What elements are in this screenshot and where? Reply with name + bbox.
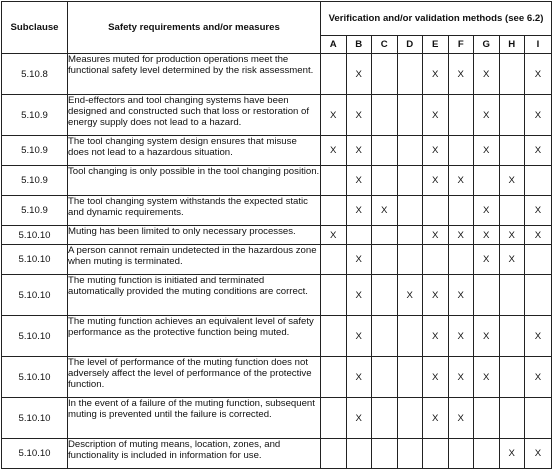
check-mark: X: [355, 68, 362, 80]
check-mark: X: [457, 229, 464, 241]
check-mark: X: [432, 175, 439, 186]
method-d-cell: [397, 226, 423, 245]
method-b-cell: [346, 226, 372, 245]
method-b-cell: [346, 166, 372, 196]
method-f-cell: [448, 226, 474, 245]
method-letter-b: B: [346, 36, 372, 54]
method-b-cell: [346, 398, 372, 439]
method-i-cell: [525, 316, 552, 357]
method-e-cell: [423, 245, 449, 275]
method-c-cell: [372, 95, 398, 136]
subclause-cell: 5.10.9: [2, 166, 68, 196]
method-b-cell: [346, 439, 372, 469]
requirement-text-cell: End-effectors and tool changing systems have been designed and constructed such that loss or restoration of energy supply does not lead to a hazard.: [68, 95, 321, 136]
method-b-cell: [346, 136, 372, 166]
method-g-cell: [474, 316, 500, 357]
method-b-cell: [346, 196, 372, 226]
check-mark: X: [432, 229, 439, 241]
table-row: [2, 316, 552, 357]
method-d-cell: [397, 95, 423, 136]
method-h-cell: [499, 245, 525, 275]
method-h-cell: [499, 196, 525, 226]
table-header-row: [2, 2, 552, 36]
method-h-cell: [499, 439, 525, 469]
method-c-cell: [372, 226, 398, 245]
method-g-cell: [474, 357, 500, 398]
check-mark: X: [355, 205, 362, 216]
method-a-cell: [321, 439, 347, 469]
method-d-cell: [397, 357, 423, 398]
method-g-cell: [474, 54, 500, 95]
methods-header: Verification and/or validation methods (see 6.2): [321, 2, 552, 36]
method-letter-i: I: [525, 36, 552, 54]
method-f-cell: [448, 439, 474, 469]
method-b-cell: [346, 275, 372, 316]
method-g-cell: [474, 275, 500, 316]
method-i-cell: [525, 245, 552, 275]
check-mark: X: [508, 175, 515, 186]
method-e-cell: [423, 439, 449, 469]
table-row: [2, 166, 552, 196]
requirement-text-cell: Description of muting means, location, zones, and functionality is included in information for use.: [68, 439, 321, 469]
method-h-cell: [499, 398, 525, 439]
check-mark: X: [534, 145, 542, 156]
table-row: [2, 226, 552, 245]
method-f-cell: [448, 245, 474, 275]
method-a-cell: [321, 226, 347, 245]
check-mark: X: [534, 109, 542, 121]
method-c-cell: [372, 275, 398, 316]
subclause-cell: 5.10.10: [2, 398, 68, 439]
check-mark: X: [483, 68, 490, 80]
method-a-cell: [321, 136, 347, 166]
method-e-cell: [423, 316, 449, 357]
method-g-cell: [474, 245, 500, 275]
subclause-cell: 5.10.10: [2, 439, 68, 469]
method-i-cell: [525, 275, 552, 316]
method-letter-e: E: [423, 36, 449, 54]
method-i-cell: [525, 398, 552, 439]
check-mark: X: [432, 371, 439, 383]
method-g-cell: [474, 95, 500, 136]
method-i-cell: [525, 136, 552, 166]
method-e-cell: [423, 166, 449, 196]
requirement-text-cell: Muting has been limited to only necessary processes.: [68, 226, 321, 245]
requirement-text-cell: Measures muted for production operations meet the functional safety level determined by the risk assessment.: [68, 54, 321, 95]
subclause-cell: 5.10.10: [2, 275, 68, 316]
subclause-cell: 5.10.10: [2, 226, 68, 245]
method-g-cell: [474, 166, 500, 196]
method-b-cell: [346, 316, 372, 357]
check-mark: X: [508, 229, 515, 241]
check-mark: X: [355, 412, 362, 424]
method-b-cell: [346, 245, 372, 275]
subclause-cell: 5.10.8: [2, 54, 68, 95]
check-mark: X: [432, 330, 439, 342]
check-mark: X: [534, 68, 542, 80]
subclause-cell: 5.10.10: [2, 316, 68, 357]
check-mark: X: [483, 254, 490, 265]
method-c-cell: [372, 166, 398, 196]
method-c-cell: [372, 196, 398, 226]
method-a-cell: [321, 166, 347, 196]
method-f-cell: [448, 95, 474, 136]
check-mark: X: [483, 205, 490, 216]
method-f-cell: [448, 54, 474, 95]
check-mark: X: [508, 254, 515, 265]
method-e-cell: [423, 357, 449, 398]
method-i-cell: [525, 95, 552, 136]
method-e-cell: [423, 136, 449, 166]
check-mark: X: [330, 109, 337, 121]
method-f-cell: [448, 275, 474, 316]
method-f-cell: [448, 136, 474, 166]
method-a-cell: [321, 316, 347, 357]
check-mark: X: [508, 448, 515, 459]
method-letter-g: G: [474, 36, 500, 54]
method-e-cell: [423, 398, 449, 439]
check-mark: X: [483, 371, 490, 383]
table-row: [2, 439, 552, 469]
method-h-cell: [499, 166, 525, 196]
check-mark: X: [483, 229, 490, 241]
method-i-cell: [525, 357, 552, 398]
method-h-cell: [499, 357, 525, 398]
method-i-cell: [525, 226, 552, 245]
method-a-cell: [321, 398, 347, 439]
subclause-cell: 5.10.9: [2, 196, 68, 226]
check-mark: X: [432, 412, 439, 424]
check-mark: X: [355, 371, 362, 383]
method-h-cell: [499, 136, 525, 166]
check-mark: X: [483, 145, 490, 156]
method-letter-d: D: [397, 36, 423, 54]
check-mark: X: [355, 109, 362, 121]
method-g-cell: [474, 439, 500, 469]
subclause-cell: 5.10.10: [2, 245, 68, 275]
method-c-cell: [372, 54, 398, 95]
check-mark: X: [432, 68, 439, 80]
check-mark: X: [355, 330, 362, 342]
method-i-cell: [525, 166, 552, 196]
method-d-cell: [397, 166, 423, 196]
method-a-cell: [321, 357, 347, 398]
check-mark: X: [483, 109, 490, 121]
method-d-cell: [397, 136, 423, 166]
method-a-cell: [321, 196, 347, 226]
check-mark: X: [355, 289, 362, 301]
method-letter-c: C: [372, 36, 398, 54]
method-h-cell: [499, 316, 525, 357]
method-c-cell: [372, 357, 398, 398]
method-b-cell: [346, 54, 372, 95]
method-i-cell: [525, 196, 552, 226]
subclause-header: Subclause: [2, 2, 68, 54]
method-b-cell: [346, 357, 372, 398]
table-row: [2, 196, 552, 226]
table-row: [2, 357, 552, 398]
check-mark: X: [355, 254, 362, 265]
method-c-cell: [372, 398, 398, 439]
method-c-cell: [372, 439, 398, 469]
method-g-cell: [474, 226, 500, 245]
requirement-text-cell: A person cannot remain undetected in the hazardous zone when muting is terminated.: [68, 245, 321, 275]
table-row: [2, 54, 552, 95]
method-a-cell: [321, 275, 347, 316]
method-f-cell: [448, 316, 474, 357]
method-d-cell: [397, 54, 423, 95]
check-mark: X: [330, 229, 337, 241]
method-a-cell: [321, 54, 347, 95]
check-mark: X: [432, 109, 439, 121]
method-h-cell: [499, 226, 525, 245]
method-d-cell: [397, 316, 423, 357]
check-mark: X: [534, 205, 542, 216]
check-mark: X: [483, 330, 490, 342]
method-e-cell: [423, 54, 449, 95]
check-mark: X: [457, 330, 464, 342]
method-h-cell: [499, 275, 525, 316]
method-e-cell: [423, 275, 449, 316]
check-mark: X: [457, 412, 464, 424]
method-c-cell: [372, 245, 398, 275]
method-g-cell: [474, 136, 500, 166]
requirement-text-cell: Tool changing is only possible in the tool changing position.: [68, 166, 321, 196]
method-d-cell: [397, 196, 423, 226]
requirement-text-cell: The tool changing system design ensures that misuse does not lead to a hazardous situation.: [68, 136, 321, 166]
method-f-cell: [448, 166, 474, 196]
check-mark: X: [457, 289, 464, 301]
check-mark: X: [457, 68, 464, 80]
method-g-cell: [474, 196, 500, 226]
method-a-cell: [321, 245, 347, 275]
method-a-cell: [321, 95, 347, 136]
check-mark: X: [330, 145, 337, 156]
table-row: [2, 398, 552, 439]
method-d-cell: [397, 245, 423, 275]
method-i-cell: [525, 54, 552, 95]
requirements-header: Safety requirements and/or measures: [68, 2, 321, 54]
method-letter-f: F: [448, 36, 474, 54]
verification-table: [1, 1, 552, 469]
check-mark: X: [534, 330, 542, 342]
method-d-cell: [397, 398, 423, 439]
check-mark: X: [432, 145, 439, 156]
table-row: [2, 245, 552, 275]
method-i-cell: [525, 439, 552, 469]
check-mark: X: [457, 175, 464, 186]
method-c-cell: [372, 316, 398, 357]
method-h-cell: [499, 95, 525, 136]
method-d-cell: [397, 275, 423, 316]
check-mark: X: [355, 175, 362, 186]
check-mark: X: [355, 145, 362, 156]
check-mark: X: [534, 448, 542, 459]
method-b-cell: [346, 95, 372, 136]
requirement-text-cell: The muting function is initiated and terminated automatically provided the muting conditions are correct.: [68, 275, 321, 316]
requirement-text-cell: The muting function achieves an equivalent level of safety performance as the protective function being muted.: [68, 316, 321, 357]
method-e-cell: [423, 226, 449, 245]
table-body: [2, 54, 552, 469]
subclause-cell: 5.10.9: [2, 136, 68, 166]
requirement-text-cell: The level of performance of the muting function does not adversely affect the level of performance of the protective function.: [68, 357, 321, 398]
method-f-cell: [448, 398, 474, 439]
check-mark: X: [381, 205, 388, 216]
table-row: [2, 275, 552, 316]
method-c-cell: [372, 136, 398, 166]
table-row: [2, 95, 552, 136]
table-row: [2, 136, 552, 166]
method-d-cell: [397, 439, 423, 469]
method-h-cell: [499, 54, 525, 95]
requirement-text-cell: In the event of a failure of the muting function, subsequent muting is prevented until the failure is corrected.: [68, 398, 321, 439]
check-mark: X: [406, 289, 413, 301]
method-letter-h: H: [499, 36, 525, 54]
method-f-cell: [448, 196, 474, 226]
subclause-cell: 5.10.9: [2, 95, 68, 136]
method-e-cell: [423, 95, 449, 136]
requirement-text-cell: The tool changing system withstands the expected static and dynamic requirements.: [68, 196, 321, 226]
check-mark: X: [457, 371, 464, 383]
method-e-cell: [423, 196, 449, 226]
method-f-cell: [448, 357, 474, 398]
check-mark: X: [432, 289, 439, 301]
method-letter-a: A: [321, 36, 347, 54]
subclause-cell: 5.10.10: [2, 357, 68, 398]
check-mark: X: [534, 371, 542, 383]
method-g-cell: [474, 398, 500, 439]
check-mark: X: [534, 229, 542, 241]
